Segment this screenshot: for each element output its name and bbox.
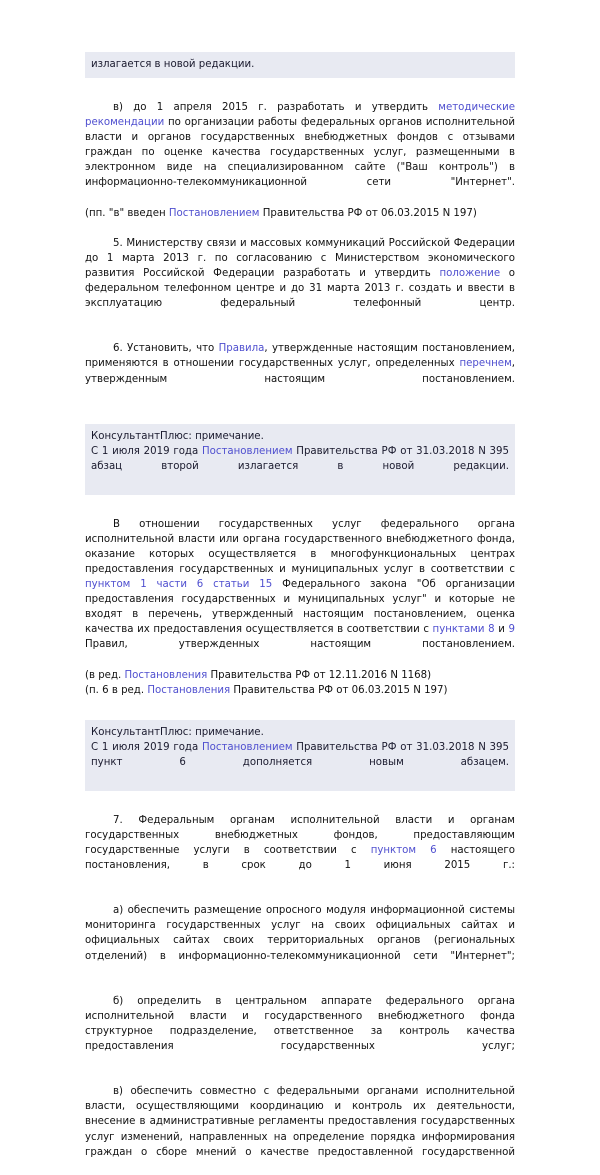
ref-v-text-2: Правительства РФ от 06.03.2015 N 197): [259, 207, 477, 219]
link-punkt-1-chasti-6-stati-15[interactable]: пунктом 1 части 6 статьи 15: [85, 579, 273, 591]
para-mfc-text-1: В отношении государственных услуг федерального органа исполнительной власти или органа государственного внебюджетного фонда, оказание которых осуществляется в многофункциональных центрах предоставления государственных и муниципальных услуг в соответствии с: [85, 518, 515, 575]
note-2-body: [91, 740, 509, 785]
reference-mfc-1: [85, 668, 515, 683]
note-2-text-2: Правительства РФ от 31.03.2018 N 395 пункт 6 дополняется новым абзацем.: [91, 741, 510, 768]
para-mfc-text-2: Федерального закона "Об организации предоставления государственных и муниципальных услуг" и которые не входят в перечень, утвержденный настоящим постановлением, оценка качества их предоставления осуществляется в соответствии с: [85, 579, 515, 636]
para-6-text-3: , утвержденным настоящим постановлением.: [85, 358, 515, 385]
link-punkt-6[interactable]: пунктом 6: [370, 845, 437, 856]
link-postanovlenie-197[interactable]: Постановлением: [168, 207, 260, 219]
para-5-text-1: 5. Министерству связи и массовых коммуникаций Российской Федерации до 1 марта 2013 г. по согласованию с Министерством экономического развития Российской Федерации разработать и утвердить: [85, 237, 515, 279]
para-a-text: а) обеспечить размещение опросного модуля информационной системы мониторинга государственных услуг на своих официальных сайтах и официальных сайтах своих территориальных органов (региональных отделений) в информационно-телекоммуникационной сети "Интернет";: [85, 905, 515, 962]
link-polozhenie[interactable]: положение: [439, 267, 501, 279]
link-pravila[interactable]: Правила: [218, 343, 265, 355]
note-1-body: [91, 444, 509, 489]
reference-subitem-v: [85, 206, 515, 221]
link-metodicheskie-rekomendacii[interactable]: методические рекомендации: [85, 102, 515, 129]
link-punkt-9[interactable]: 9: [508, 624, 515, 636]
ref-mfc-1-text-2: Правительства РФ от 12.11.2016 N 1168): [207, 669, 432, 681]
para-5-text-2: о федеральном телефонном центре и до 31 марта 2013 г. создать и ввести в эксплуатацию федеральный телефонный центр.: [85, 267, 515, 310]
consultant-note-1: [85, 424, 515, 495]
para-v-text-2: по организации работы федеральных органов исполнительной власти и органов государственных внебюджетных фондов с отзывами граждан по оценке качества государственных услуг, размещенными в электронном виде на специализированном сайте ("Ваш контроль") в информационно-телекоммуникационной сети "Интернет".: [85, 117, 515, 189]
para-mfc-text-4: Правил, утвержденных настоящим постановлением.: [85, 639, 515, 651]
para-6-text-1: 6. Установить, что: [113, 343, 219, 355]
para-mfc-text-3: и: [494, 624, 509, 636]
link-postanovleniya-1168[interactable]: Постановления: [124, 669, 208, 681]
note-2-text-1: С 1 июля 2019 года: [91, 741, 202, 753]
para-7-text-2: настоящего постановления, в срок до 1 июня 2015 г.:: [85, 845, 515, 872]
reference-mfc-2: [85, 683, 515, 698]
ref-v-text-1: (пп. "в" введен: [85, 207, 169, 219]
para-b-text: б) определить в центральном аппарате федерального органа исполнительной власти и государственного внебюджетного фонда структурное подразделение, ответственное за контроль качества предоставления государственных услуг;: [85, 995, 515, 1053]
note-top-line: излагается в новой редакции.: [91, 59, 255, 70]
consultant-note-2: [85, 720, 515, 791]
paragraph-7: [85, 813, 515, 888]
para-v-text-1: в) до 1 апреля 2015 г. разработать и утвердить: [113, 102, 439, 113]
paragraph-subitem-v: [85, 100, 515, 206]
note-1-title: КонсультантПлюс: примечание.: [91, 430, 264, 442]
document-content: [85, 52, 515, 1175]
note-2-title: КонсультантПлюс: примечание.: [91, 726, 264, 738]
consultant-note-top: [85, 52, 515, 78]
para-c-text: в) обеспечить совместно с федеральными органами исполнительной власти, осуществляющими координацию и контроль их деятельности, внесение в административные регламенты предоставления государственных услуг изменений, направленных на определение порядка информирования граждан о сборе мнений о качестве предоставленной государственной: [85, 1086, 515, 1158]
para-6-text-2: , утвержденные настоящим постановлением, применяются в отношении государственных услуг, определенных: [85, 343, 515, 370]
paragraph-5: [85, 236, 515, 327]
paragraph-mfc: [85, 517, 515, 668]
link-punkty-8[interactable]: пунктами 8: [432, 624, 495, 636]
ref-mfc-2-text-1: (п. 6 в ред.: [85, 684, 148, 696]
link-perechen[interactable]: перечнем: [459, 358, 512, 370]
link-postanovlenie-395-a[interactable]: Постановлением: [201, 445, 293, 457]
paragraph-subitem-c: [85, 1084, 515, 1175]
ref-mfc-1-text-1: (в ред.: [85, 669, 125, 681]
note-1-text-2: Правительства РФ от 31.03.2018 N 395 абзац второй излагается в новой редакции.: [91, 445, 510, 472]
para-7-text-1: 7. Федеральным органам исполнительной власти и органам государственных внебюджетных фондов, предоставляющим государственные услуги в соответствии с: [85, 814, 515, 856]
note-1-text-1: С 1 июля 2019 года: [91, 445, 202, 457]
ref-mfc-2-text-2: Правительства РФ от 06.03.2015 N 197): [230, 684, 448, 696]
paragraph-subitem-b: [85, 994, 515, 1069]
paragraph-6: [85, 341, 515, 401]
paragraph-subitem-a: [85, 903, 515, 978]
link-postanovlenie-395-b[interactable]: Постановлением: [201, 741, 293, 753]
link-postanovleniya-197[interactable]: Постановления: [147, 684, 231, 696]
